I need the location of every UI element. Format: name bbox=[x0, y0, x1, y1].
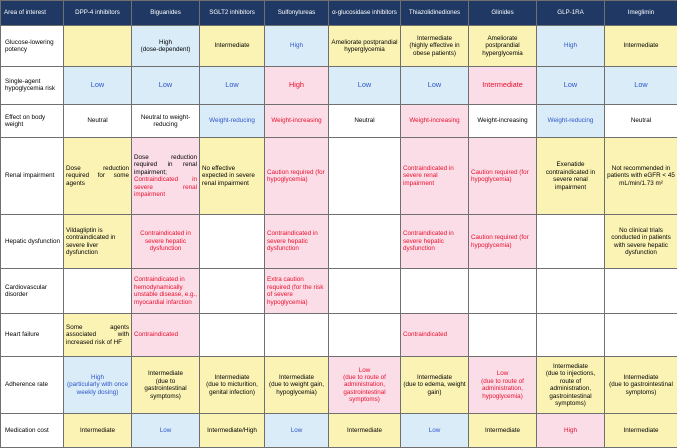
cell-text: Low bbox=[634, 79, 648, 89]
table-cell bbox=[329, 314, 401, 357]
cell-text: Neutral to weight-reducing bbox=[140, 113, 191, 129]
cell-text: Intermediate bbox=[416, 373, 452, 381]
cell-text: Intermediate bbox=[214, 42, 250, 50]
table-cell bbox=[200, 314, 265, 357]
cell-text: Contraindicated bbox=[134, 331, 179, 339]
table-cell bbox=[329, 104, 401, 138]
cell-subtext: (dose-dependent) bbox=[140, 45, 191, 53]
table-row bbox=[1, 215, 677, 269]
table-body bbox=[1, 26, 677, 448]
table-cell bbox=[132, 66, 200, 104]
cell-text: High bbox=[290, 42, 303, 50]
cell-text: Low bbox=[290, 426, 303, 434]
cell-text: Intermediate bbox=[623, 373, 659, 381]
table-cell bbox=[329, 26, 401, 67]
table-cell bbox=[469, 215, 537, 269]
cell-subtext: (due to edema, weight gain) bbox=[403, 381, 466, 396]
table-cell bbox=[132, 138, 200, 215]
cell-text: Neutral bbox=[354, 117, 375, 125]
cell-text: No effective expected in severe renal impairment bbox=[202, 165, 255, 187]
table-cell bbox=[401, 66, 469, 104]
cell-text: Neutral bbox=[87, 117, 108, 125]
table-cell bbox=[469, 314, 537, 357]
table-cell bbox=[469, 66, 537, 104]
table-cell bbox=[64, 215, 132, 269]
cell-text: Intermediate/High bbox=[207, 426, 257, 434]
cell-text: Low bbox=[158, 79, 173, 89]
header-drug: GLP-1RA bbox=[537, 1, 605, 26]
cell-subtext: (due to micturition, genital infection) bbox=[206, 381, 258, 396]
table-cell bbox=[329, 269, 401, 314]
table-cell bbox=[537, 414, 605, 448]
cell-text: Neutral bbox=[630, 117, 652, 125]
cell-text: Caution required (for hypoglycemia) bbox=[471, 168, 529, 184]
table-cell bbox=[200, 138, 265, 215]
row-label: Glucose-lowering potency bbox=[1, 26, 64, 67]
table-cell bbox=[64, 269, 132, 314]
cell-text: Dose reduction required in renal impairment; bbox=[134, 153, 197, 176]
header-drug: Glinides bbox=[469, 1, 537, 26]
table-cell bbox=[469, 269, 537, 314]
table-cell bbox=[265, 414, 329, 448]
table-cell bbox=[265, 66, 329, 104]
cell-text: Low bbox=[225, 79, 239, 89]
table-cell bbox=[605, 414, 677, 448]
header-area-of-interest: Area of interest bbox=[1, 1, 64, 26]
cell-text: High bbox=[91, 373, 104, 381]
table-cell bbox=[605, 314, 677, 357]
table-header-row bbox=[1, 1, 677, 26]
cell-text: Intermediate bbox=[416, 34, 452, 42]
cell-extra-text: Contraindicated in severe renal impairment bbox=[134, 176, 197, 199]
cell-text: Contraindicated in severe hepatic dysfunction bbox=[140, 230, 191, 253]
cell-subtext: (highly effective in obese patients) bbox=[409, 42, 460, 57]
cell-text: Intermediate bbox=[79, 426, 115, 434]
table-cell bbox=[605, 357, 677, 414]
header-drug: Biguanides bbox=[132, 1, 200, 26]
header-drug: Imeglimin bbox=[605, 1, 677, 26]
table-cell bbox=[132, 215, 200, 269]
header-drug: α-glucosidase inhibitors bbox=[329, 1, 401, 26]
row-label: Medication cost bbox=[1, 414, 64, 448]
table-cell bbox=[401, 215, 469, 269]
cell-text: Low bbox=[357, 79, 372, 89]
table-cell bbox=[329, 215, 401, 269]
table-cell bbox=[132, 414, 200, 448]
table-cell bbox=[64, 414, 132, 448]
table-cell bbox=[64, 26, 132, 67]
table-cell bbox=[132, 26, 200, 67]
cell-text: Contraindicated in hemodynamically unstable disease, e.g., myocardial infarction bbox=[134, 276, 198, 306]
cell-text: Contraindicated in severe renal impairment bbox=[403, 165, 454, 187]
table-cell bbox=[64, 104, 132, 138]
table-cell bbox=[329, 414, 401, 448]
cell-text: Intermediate bbox=[278, 373, 314, 381]
table-cell bbox=[265, 357, 329, 414]
row-label: Effect on body weight bbox=[1, 104, 64, 138]
table-cell bbox=[401, 314, 469, 357]
table-cell bbox=[401, 138, 469, 215]
table-cell bbox=[469, 138, 537, 215]
table-cell bbox=[200, 357, 265, 414]
header-drug: Thiazolidinediones bbox=[401, 1, 469, 26]
cell-subtext: (due to injections, route of administration, gastrointestinal symptoms) bbox=[545, 370, 596, 407]
table-cell bbox=[401, 26, 469, 67]
cell-text: Low bbox=[427, 79, 442, 89]
cell-text: Contraindicated in severe hepatic dysfunction bbox=[403, 230, 454, 253]
cell-text: Low bbox=[90, 79, 105, 89]
cell-text: Low bbox=[358, 366, 371, 374]
table-cell bbox=[537, 26, 605, 67]
table-cell bbox=[605, 269, 677, 314]
cell-text: Intermediate bbox=[552, 362, 588, 370]
table-cell bbox=[200, 26, 265, 67]
cell-text: Weight-increasing bbox=[271, 117, 322, 125]
cell-text: Caution required (for hypoglycemia) bbox=[471, 234, 529, 249]
table-cell bbox=[537, 66, 605, 104]
table-cell bbox=[132, 357, 200, 414]
cell-text: Some agents associated with increased risk of HF bbox=[66, 323, 129, 346]
header-drug: DPP-4 inhibitors bbox=[64, 1, 132, 26]
table-cell bbox=[401, 414, 469, 448]
cell-text: Ameliorate postprandial hyperglycemia bbox=[331, 38, 398, 53]
table-cell bbox=[64, 357, 132, 414]
table-cell bbox=[401, 269, 469, 314]
table-cell bbox=[605, 104, 677, 138]
header-drug: Sulfonylureas bbox=[265, 1, 329, 26]
table-cell bbox=[200, 104, 265, 138]
table-cell bbox=[537, 215, 605, 269]
table-cell bbox=[537, 269, 605, 314]
cell-text: Intermediate bbox=[346, 426, 382, 434]
cell-text: No clinical trials conducted in patients with severe hepatic dysfunction bbox=[611, 226, 671, 256]
cell-text: Contraindicated in severe hepatic dysfunction bbox=[267, 230, 318, 253]
cell-text: Exenatide contraindicated in severe renal impairment bbox=[545, 161, 596, 191]
table-cell bbox=[200, 66, 265, 104]
table-cell bbox=[537, 314, 605, 357]
table-cell bbox=[537, 138, 605, 215]
table-cell bbox=[64, 314, 132, 357]
table-cell bbox=[132, 104, 200, 138]
row-label: Adherence rate bbox=[1, 357, 64, 414]
table-cell bbox=[469, 26, 537, 67]
cell-text: Low bbox=[496, 370, 509, 378]
table-cell bbox=[401, 357, 469, 414]
cell-text: Vildagliptin is contraindicated in severe liver dysfunction bbox=[66, 226, 116, 256]
table-cell bbox=[605, 138, 677, 215]
row-label: Cardiovascular disorder bbox=[1, 269, 64, 314]
cell-subtext: (particularly with once weekly dosing) bbox=[67, 381, 128, 396]
cell-text: Weight-reducing bbox=[547, 117, 594, 125]
cell-text: Dose reduction required for some agents bbox=[66, 165, 129, 187]
table-cell bbox=[265, 104, 329, 138]
table-row bbox=[1, 26, 677, 67]
table-row bbox=[1, 357, 677, 414]
table-cell bbox=[469, 357, 537, 414]
cell-text: Low bbox=[159, 426, 172, 434]
cell-subtext: (due to weight gain, hypoglycemia) bbox=[269, 381, 324, 396]
table-cell bbox=[605, 215, 677, 269]
cell-text: Weight-increasing bbox=[477, 117, 528, 125]
table-cell bbox=[200, 414, 265, 448]
table-cell bbox=[265, 215, 329, 269]
table-cell bbox=[329, 357, 401, 414]
table-cell bbox=[469, 104, 537, 138]
row-label: Renal impairment bbox=[1, 138, 64, 215]
table-row bbox=[1, 414, 677, 448]
cell-text: Low bbox=[428, 426, 441, 434]
table-cell bbox=[132, 314, 200, 357]
cell-text: Extra caution required (for the risk of severe hypoglycemia) bbox=[267, 276, 324, 306]
table-row bbox=[1, 104, 677, 138]
cell-subtext: (due to gastrointestinal symptoms) bbox=[144, 377, 187, 400]
table-row bbox=[1, 138, 677, 215]
cell-text: Ameliorate postprandial hyperglycemia bbox=[482, 34, 523, 57]
cell-text: High bbox=[564, 426, 577, 434]
row-label: Heart failure bbox=[1, 314, 64, 357]
cell-text: High bbox=[159, 38, 172, 46]
cell-text: Weight-reducing bbox=[209, 117, 255, 125]
cell-subtext: (due to route of administration, hypoglycemia) bbox=[481, 377, 524, 400]
table-cell bbox=[265, 26, 329, 67]
header-drug: SGLT2 inhibitors bbox=[200, 1, 265, 26]
table-cell bbox=[537, 104, 605, 138]
table-cell bbox=[329, 138, 401, 215]
table-cell bbox=[537, 357, 605, 414]
cell-text: Contraindicated bbox=[403, 331, 448, 339]
table-cell bbox=[605, 66, 677, 104]
table-cell bbox=[605, 26, 677, 67]
cell-text: High bbox=[288, 79, 304, 89]
cell-text: Intermediate bbox=[482, 79, 523, 89]
cell-text: Weight-increasing bbox=[409, 117, 460, 125]
table-cell bbox=[64, 138, 132, 215]
cell-text: Caution required (for hypoglycemia) bbox=[267, 168, 325, 184]
table-cell bbox=[132, 269, 200, 314]
table-cell bbox=[265, 269, 329, 314]
cell-text: Not recommended in patients with eGFR < 45 mL/min/1.73 m² bbox=[607, 165, 675, 187]
cell-subtext: (due to gastrointestinal symptoms) bbox=[609, 381, 673, 396]
table-cell bbox=[200, 215, 265, 269]
table-row bbox=[1, 314, 677, 357]
table-cell bbox=[200, 269, 265, 314]
cell-text: Intermediate bbox=[484, 426, 520, 434]
row-label: Hepatic dysfunction bbox=[1, 215, 64, 269]
cell-text: Intermediate bbox=[623, 426, 659, 434]
table-cell bbox=[401, 104, 469, 138]
table-cell bbox=[329, 66, 401, 104]
cell-text: Intermediate bbox=[214, 373, 250, 381]
cell-text: Intermediate bbox=[147, 370, 183, 378]
table-cell bbox=[469, 414, 537, 448]
row-label: Single-agent hypoglycemia risk bbox=[1, 66, 64, 104]
cell-text: Low bbox=[563, 79, 578, 89]
table-cell bbox=[265, 138, 329, 215]
cell-text: Intermediate bbox=[623, 42, 659, 50]
cell-subtext: (due to route of administration, gastrointestinal symptoms) bbox=[343, 373, 386, 404]
table-row bbox=[1, 66, 677, 104]
table-row bbox=[1, 269, 677, 314]
table-cell bbox=[64, 66, 132, 104]
table-cell bbox=[265, 314, 329, 357]
cell-text: High bbox=[564, 42, 577, 50]
